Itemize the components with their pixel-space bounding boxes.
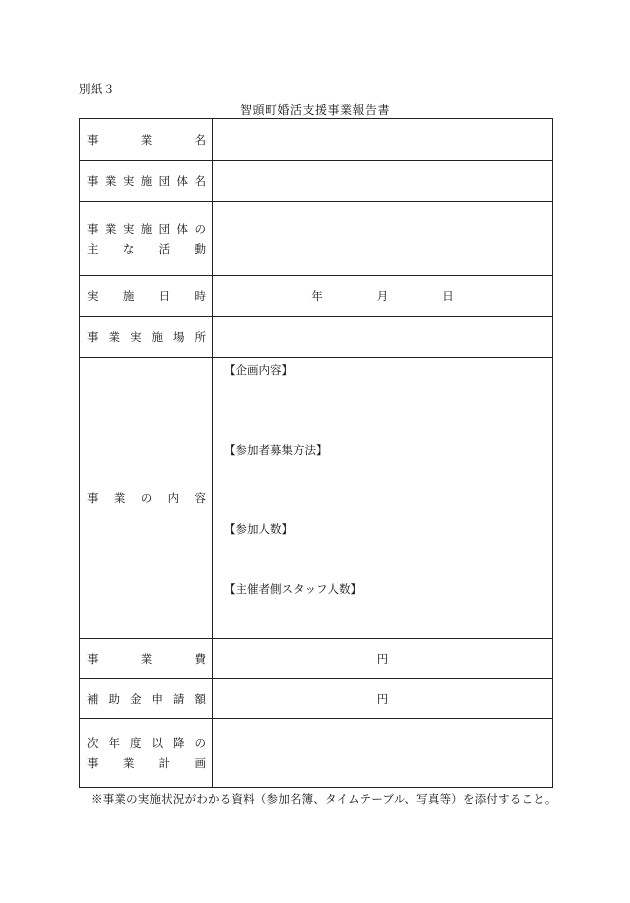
row-content — [80, 358, 553, 639]
label-char: 体 — [176, 221, 189, 236]
label-next-year — [80, 719, 213, 788]
label-char: 次 — [87, 736, 99, 750]
row-venue — [80, 317, 553, 358]
label-char: 業 — [122, 756, 135, 770]
project-name-field[interactable] — [213, 119, 553, 161]
label-char: 年 — [108, 736, 120, 750]
report-form-table — [79, 118, 553, 788]
label-char: な — [122, 241, 135, 256]
label-char: 申 — [151, 691, 163, 706]
label-char: 計 — [158, 756, 171, 770]
label-char: 施 — [140, 174, 153, 188]
label-content — [80, 358, 213, 639]
yen-unit: 円 — [376, 691, 389, 706]
label-subsidy — [80, 679, 213, 719]
label-char: 補 — [87, 691, 99, 706]
row-project-name — [80, 119, 553, 161]
row-cost — [80, 639, 553, 679]
label-char: 費 — [194, 651, 206, 666]
label-char: 業 — [108, 330, 120, 344]
label-char: の — [140, 491, 153, 505]
recruitment-section-heading: 【参加者募集方法】 — [224, 443, 328, 457]
label-char: 施 — [122, 289, 135, 303]
attachment-footnote: ※事業の実施状況がわかる資料（参加名簿、タイムテーブル、写真等）を添付すること。 — [91, 792, 557, 806]
label-char: 業 — [113, 491, 126, 505]
label-char: 業 — [104, 174, 117, 188]
label-char: 業 — [140, 651, 153, 666]
label-char: 活 — [158, 241, 171, 256]
appendix-label: 別紙３ — [79, 82, 115, 96]
label-project-name — [80, 119, 213, 161]
label-char: 事 — [87, 330, 99, 344]
yen-unit: 円 — [376, 651, 389, 666]
label-char: 施 — [140, 221, 153, 236]
label-char: 団 — [158, 221, 171, 236]
label-char: 事 — [87, 174, 99, 188]
label-char: 動 — [194, 241, 206, 256]
label-char: 場 — [173, 330, 185, 344]
document-title: 智頭町婚活支援事業報告書 — [239, 103, 390, 117]
label-char: 事 — [87, 491, 99, 505]
staff-section-heading: 【主催者側スタッフ人数】 — [224, 582, 362, 596]
label-char: 所 — [194, 330, 206, 344]
label-char: 請 — [173, 691, 185, 706]
organizer-field[interactable] — [213, 161, 553, 202]
label-organizer-activities — [80, 202, 213, 276]
label-char: 実 — [122, 174, 135, 188]
label-char: 時 — [194, 289, 206, 303]
label-char: 事 — [87, 756, 99, 770]
label-char: 度 — [130, 736, 142, 750]
label-char: 額 — [194, 691, 206, 706]
participants-section-heading: 【参加人数】 — [224, 522, 293, 536]
label-char: 画 — [194, 756, 206, 770]
label-cost — [80, 639, 213, 679]
label-char: 業 — [104, 221, 117, 236]
label-char: 事 — [87, 651, 99, 666]
year-unit: 年 — [311, 289, 323, 303]
content-field[interactable] — [213, 358, 553, 639]
cost-field[interactable] — [213, 639, 553, 679]
label-char: 実 — [122, 221, 135, 236]
row-organizer — [80, 161, 553, 202]
label-char: 実 — [130, 330, 142, 344]
label-char: 施 — [151, 330, 163, 344]
label-char: 事 — [87, 221, 99, 236]
row-subsidy — [80, 679, 553, 719]
label-char: の — [194, 736, 206, 750]
label-char: の — [194, 221, 206, 236]
next-year-plan-field[interactable] — [213, 719, 553, 788]
label-char: 団 — [158, 174, 171, 188]
label-date — [80, 276, 213, 317]
row-organizer-activities — [80, 202, 553, 276]
day-unit: 日 — [442, 289, 454, 303]
label-char: 名 — [194, 132, 206, 147]
label-char: 降 — [173, 736, 185, 750]
label-char: 以 — [151, 736, 163, 750]
month-unit: 月 — [376, 289, 389, 303]
row-next-year — [80, 719, 553, 788]
label-char: 金 — [130, 691, 142, 706]
subsidy-field[interactable] — [213, 679, 553, 719]
label-char: 主 — [87, 241, 99, 256]
label-char: 事 — [87, 132, 99, 147]
date-field[interactable] — [213, 276, 553, 317]
label-organizer — [80, 161, 213, 202]
label-char: 日 — [158, 289, 171, 303]
label-char: 体 — [176, 174, 189, 188]
organizer-activities-field[interactable] — [213, 202, 553, 276]
venue-field[interactable] — [213, 317, 553, 358]
label-char: 実 — [87, 289, 99, 303]
label-venue — [80, 317, 213, 358]
row-date — [80, 276, 553, 317]
label-char: 内 — [167, 491, 180, 505]
label-char: 容 — [194, 491, 206, 505]
label-char: 助 — [108, 691, 120, 706]
label-char: 業 — [140, 132, 153, 147]
label-char: 名 — [194, 174, 206, 188]
plan-section-heading: 【企画内容】 — [224, 363, 293, 377]
